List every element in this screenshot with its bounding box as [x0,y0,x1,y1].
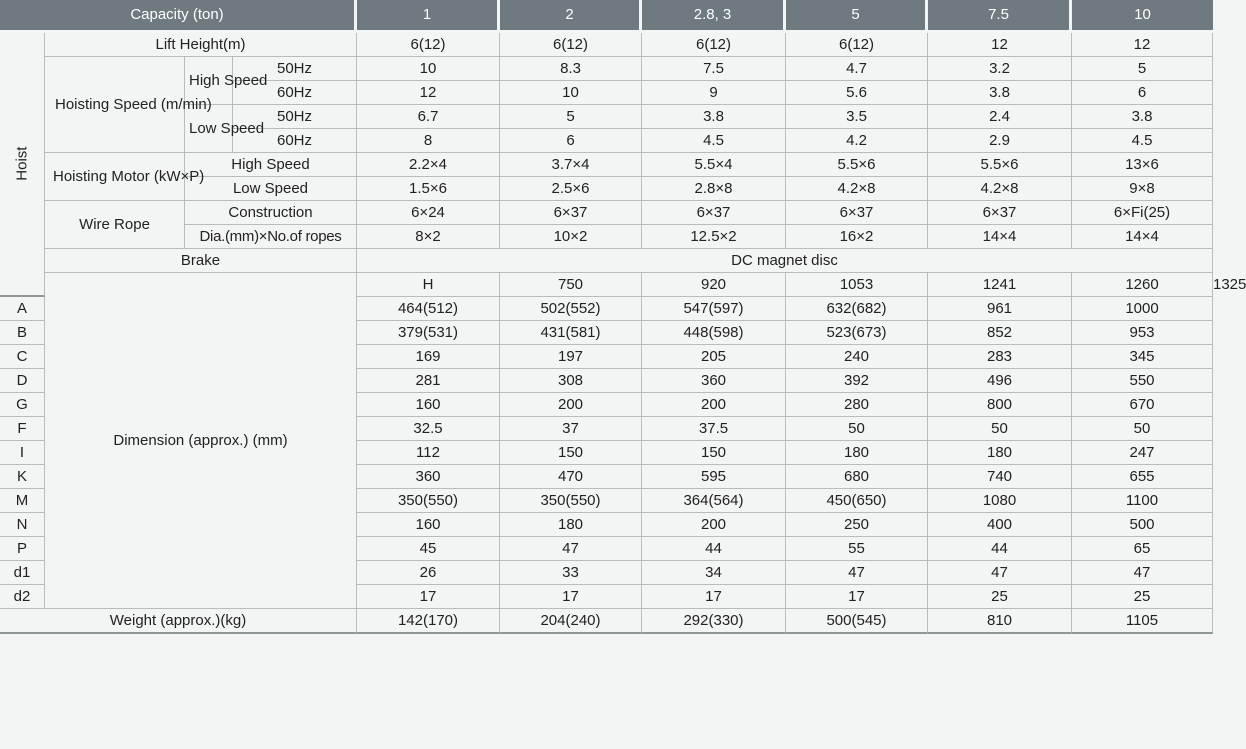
value-cell: 655 [1072,465,1213,489]
value-cell: 496 [928,369,1072,393]
brake-row [0,249,1213,273]
value-cell: 204(240) [500,609,642,634]
value-cell: 740 [928,465,1072,489]
value-cell: 852 [928,321,1072,345]
value-cell: 150 [642,441,786,465]
dimension-key: I [0,441,45,465]
value-cell: 431(581) [500,321,642,345]
hz50-label: 50Hz [233,57,357,81]
value-cell: 7.5 [642,57,786,81]
value-cell: 6 [1072,81,1213,105]
value-cell: 142(170) [357,609,500,634]
hoisting-speed-label: Hoisting Speed (m/min) [45,57,185,153]
brake-label: Brake [45,249,357,273]
value-cell: 6×Fi(25) [1072,201,1213,225]
value-cell: 6(12) [642,33,786,57]
value-cell: 500(545) [786,609,928,634]
value-cell: 197 [500,345,642,369]
value-cell: 450(650) [786,489,928,513]
value-cell: 1260 [1072,273,1213,297]
value-cell: 1080 [928,489,1072,513]
value-cell: 4.7 [786,57,928,81]
capacity-col-6: 10 [1072,0,1213,33]
value-cell: 2.9 [928,129,1072,153]
hz60-label: 60Hz [233,129,357,153]
value-cell: 4.2×8 [786,177,928,201]
value-cell: 247 [1072,441,1213,465]
value-cell: 180 [500,513,642,537]
value-cell: 6(12) [500,33,642,57]
dimension-key: G [0,393,45,417]
value-cell: 3.8 [928,81,1072,105]
low-speed-label: Low Speed [185,105,233,153]
header-row [0,0,1213,33]
value-cell: 45 [357,537,500,561]
value-cell: 6.7 [357,105,500,129]
wire-rope-label: Wire Rope [45,201,185,249]
dimension-key: M [0,489,45,513]
value-cell: 47 [500,537,642,561]
value-cell: 670 [1072,393,1213,417]
value-cell: 6 [500,129,642,153]
value-cell: 5.6 [786,81,928,105]
brake-value: DC magnet disc [357,249,1213,273]
value-cell: 280 [786,393,928,417]
value-cell: 6×37 [500,201,642,225]
value-cell: 12 [357,81,500,105]
hoisting-motor-label: Hoisting Motor (kW×P) [45,153,185,201]
value-cell: 6×37 [928,201,1072,225]
lift-height-label: Lift Height(m) [45,33,357,57]
value-cell: 17 [642,585,786,609]
value-cell: 500 [1072,513,1213,537]
value-cell: 9 [642,81,786,105]
value-cell: 4.2 [786,129,928,153]
value-cell: 34 [642,561,786,585]
high-speed-label: High Speed [185,57,233,105]
hz50-label: 50Hz [233,105,357,129]
value-cell: 50 [1072,417,1213,441]
value-cell: 292(330) [642,609,786,634]
value-cell: 12 [1072,33,1213,57]
dimension-key: D [0,369,45,393]
value-cell: 112 [357,441,500,465]
value-cell: 920 [642,273,786,297]
value-cell: 550 [1072,369,1213,393]
value-cell: 2.8×8 [642,177,786,201]
value-cell: 200 [642,513,786,537]
value-cell: 632(682) [786,297,928,321]
value-cell: 308 [500,369,642,393]
motor-low-label: Low Speed [185,177,357,201]
value-cell: 44 [642,537,786,561]
dimension-key: H [357,273,500,297]
value-cell: 25 [1072,585,1213,609]
value-cell: 360 [642,369,786,393]
value-cell: 1.5×6 [357,177,500,201]
value-cell: 8.3 [500,57,642,81]
value-cell: 750 [500,273,642,297]
value-cell: 33 [500,561,642,585]
weight-row [0,609,1213,634]
value-cell: 6(12) [357,33,500,57]
value-cell: 5 [500,105,642,129]
dimension-key: C [0,345,45,369]
value-cell: 2.2×4 [357,153,500,177]
value-cell: 14×4 [928,225,1072,249]
value-cell: 1000 [1072,297,1213,321]
value-cell: 379(531) [357,321,500,345]
value-cell: 523(673) [786,321,928,345]
value-cell: 3.5 [786,105,928,129]
value-cell: 400 [928,513,1072,537]
value-cell: 547(597) [642,297,786,321]
value-cell: 65 [1072,537,1213,561]
value-cell: 50 [786,417,928,441]
value-cell: 8 [357,129,500,153]
value-cell: 1105 [1072,609,1213,634]
value-cell: 595 [642,465,786,489]
value-cell: 12 [928,33,1072,57]
value-cell: 5.5×6 [786,153,928,177]
value-cell: 4.5 [1072,129,1213,153]
value-cell: 250 [786,513,928,537]
value-cell: 283 [928,345,1072,369]
dimension-row: Dimension (approx.) (mm) H 750 920 1053 1241 1260 1325 [0,273,1213,297]
value-cell: 680 [786,465,928,489]
capacity-col-3: 2.8, 3 [642,0,786,33]
lift-height-row [0,33,1213,57]
capacity-header: Capacity (ton) [0,0,357,33]
value-cell: 37.5 [642,417,786,441]
dimension-key: A [0,297,45,321]
dimension-key: P [0,537,45,561]
value-cell: 1241 [928,273,1072,297]
value-cell: 200 [642,393,786,417]
value-cell: 160 [357,513,500,537]
value-cell: 502(552) [500,297,642,321]
value-cell: 25 [928,585,1072,609]
value-cell: 350(550) [357,489,500,513]
dimension-key: F [0,417,45,441]
value-cell: 6(12) [786,33,928,57]
dimension-key: K [0,465,45,489]
value-cell: 5.5×6 [928,153,1072,177]
value-cell: 17 [500,585,642,609]
value-cell: 281 [357,369,500,393]
dimension-key: N [0,513,45,537]
value-cell: 200 [500,393,642,417]
value-cell: 14×4 [1072,225,1213,249]
value-cell: 2.5×6 [500,177,642,201]
construction-label: Construction [185,201,357,225]
capacity-col-2: 2 [500,0,642,33]
capacity-col-4: 5 [786,0,928,33]
value-cell: 17 [357,585,500,609]
value-cell: 12.5×2 [642,225,786,249]
value-cell: 26 [357,561,500,585]
value-cell: 44 [928,537,1072,561]
value-cell: 47 [786,561,928,585]
value-cell: 4.2×8 [928,177,1072,201]
value-cell: 32.5 [357,417,500,441]
value-cell: 392 [786,369,928,393]
motor-high-row [0,153,1213,177]
value-cell: 8×2 [357,225,500,249]
value-cell: 6×37 [642,201,786,225]
value-cell: 1053 [786,273,928,297]
value-cell: 5.5×4 [642,153,786,177]
value-cell: 360 [357,465,500,489]
value-cell: 5 [1072,57,1213,81]
value-cell: 180 [786,441,928,465]
value-cell: 448(598) [642,321,786,345]
value-cell: 10 [357,57,500,81]
dimension-label: Dimension (approx.) (mm) [45,273,357,609]
hoist-label-text: Hoist [13,146,31,182]
value-cell: 3.8 [1072,105,1213,129]
value-cell: 9×8 [1072,177,1213,201]
value-cell: 160 [357,393,500,417]
value-cell: 17 [786,585,928,609]
capacity-col-5: 7.5 [928,0,1072,33]
value-cell: 55 [786,537,928,561]
value-cell: 50 [928,417,1072,441]
value-cell: 961 [928,297,1072,321]
value-cell: 470 [500,465,642,489]
value-cell: 953 [1072,321,1213,345]
value-cell: 3.8 [642,105,786,129]
value-cell: 150 [500,441,642,465]
value-cell: 810 [928,609,1072,634]
value-cell: 16×2 [786,225,928,249]
value-cell: 3.7×4 [500,153,642,177]
value-cell: 345 [1072,345,1213,369]
value-cell: 2.4 [928,105,1072,129]
dimension-key: B [0,321,45,345]
value-cell: 364(564) [642,489,786,513]
value-cell: 13×6 [1072,153,1213,177]
value-cell: 37 [500,417,642,441]
high-speed-50hz-row [0,57,1213,81]
capacity-col-1: 1 [357,0,500,33]
dia-label: Dia.(mm)×No.of ropes [185,225,357,249]
dimension-key: d2 [0,585,45,609]
value-cell: 350(550) [500,489,642,513]
value-cell: 1100 [1072,489,1213,513]
value-cell: 3.2 [928,57,1072,81]
value-cell: 47 [1072,561,1213,585]
hz60-label: 60Hz [233,81,357,105]
dimension-key: d1 [0,561,45,585]
value-cell: 47 [928,561,1072,585]
value-cell: 6×24 [357,201,500,225]
value-cell: 10×2 [500,225,642,249]
value-cell: 180 [928,441,1072,465]
value-cell: 240 [786,345,928,369]
value-cell: 169 [357,345,500,369]
rope-construction-row [0,201,1213,225]
value-cell: 10 [500,81,642,105]
motor-high-label: High Speed [185,153,357,177]
value-cell: 464(512) [357,297,500,321]
value-cell: 205 [642,345,786,369]
hoist-section-label [0,33,45,297]
weight-label: Weight (approx.)(kg) [0,609,357,634]
value-cell: 800 [928,393,1072,417]
value-cell: 4.5 [642,129,786,153]
value-cell: 6×37 [786,201,928,225]
